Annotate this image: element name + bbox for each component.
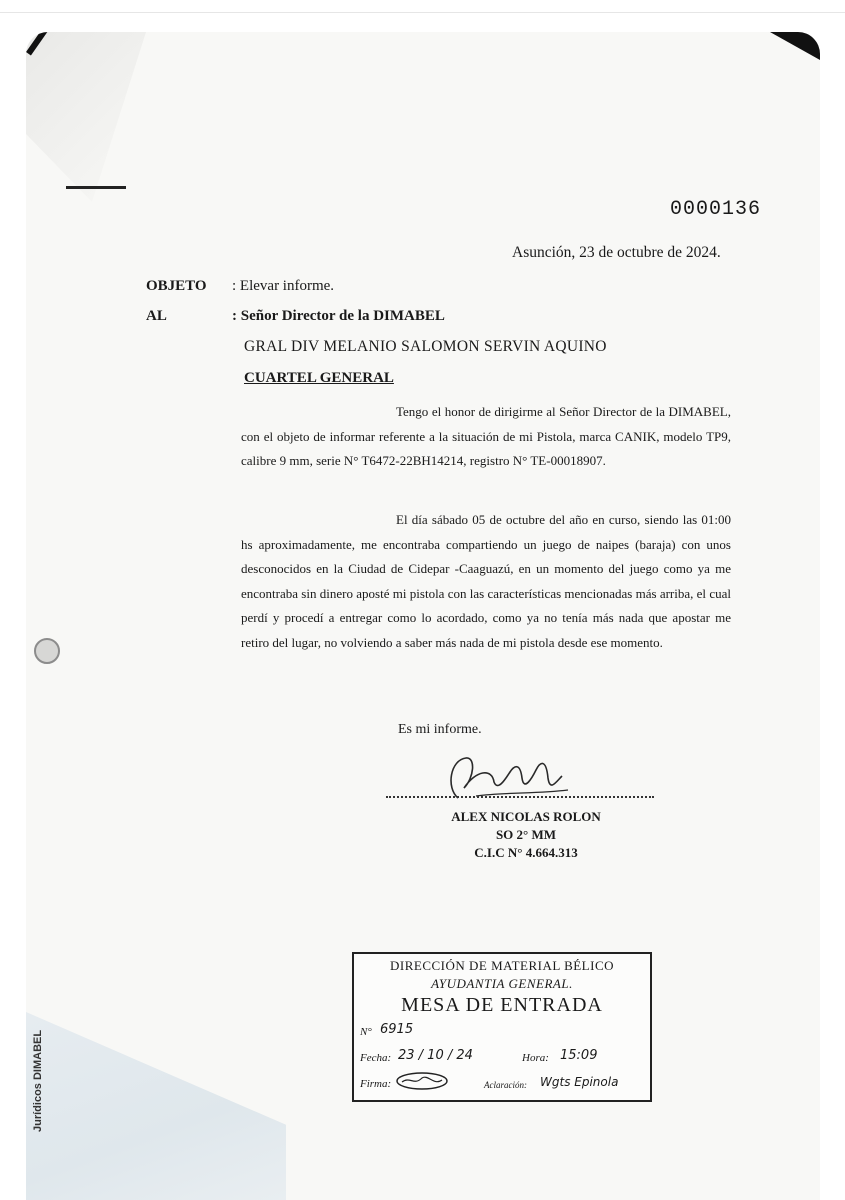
stamp-number-value: 6915 [380,1022,414,1037]
punch-hole [34,638,60,664]
paragraph-2: El día sábado 05 de octubre del año en curso, siendo las 01:00 hs aproximadamente, me encontraba compartiendo un juego de naipes (baraja) con unos desconocidos en la Ciudad de Cidepar -Caaguazú, en un momento del juego como ya me encontraba sin dinero aposté mi pistola con las características mencionadas más arriba, el cual perdí y procedí a entregar como lo acordado, como ya no tenía más nada que apostar me retiro del lugar, no volviendo a saber más nada de mi pistola desde ese momento. [241,512,731,650]
stamp-line-3: MESA DE ENTRADA [401,994,603,1016]
signer-block [416,808,636,862]
signature-line [386,796,654,798]
document-paper [26,32,820,1200]
signer-name: ALEX NICOLAS ROLON [451,809,601,824]
stamp-date-value: 23 / 10 / 24 [398,1048,473,1063]
closing-text: Es mi informe. [398,722,482,737]
stamp-firma-label: Firma: [360,1078,392,1090]
stamp-line-2: AYUDANTIA GENERAL. [431,976,573,991]
folded-corner [26,32,146,202]
top-divider [0,12,845,13]
objeto-value: : Elevar informe. [232,278,335,294]
corner-shadow [770,32,820,60]
stamp-aclaracion-value: Wgts Epinola [540,1075,619,1089]
edge-mark [66,186,126,189]
stamp-number-label: N° [360,1026,372,1038]
underlying-sheet [26,1012,286,1200]
stamp-date-label: Fecha: [360,1052,392,1064]
al-value: : Señor Director de la DIMABEL [232,308,445,324]
stamp-aclaracion-label: Aclaración: [484,1080,527,1090]
reception-stamp [352,952,652,1102]
objeto-label: OBJETO [146,278,207,294]
recipient-unit: CUARTEL GENERAL [244,370,394,386]
stamp-time-value: 15:09 [560,1048,598,1063]
signer-id: C.I.C N° 4.664.313 [474,845,578,860]
signer-rank: SO 2° MM [495,827,557,842]
document-date: Asunción, 23 de octubre de 2024. [512,244,721,261]
recipient-name: GRAL DIV MELANIO SALOMON SERVIN AQUINO [244,338,607,355]
stamp-line-1: DIRECCIÓN DE MATERIAL BÉLICO [389,958,615,973]
document-number: 0000136 [670,198,762,221]
al-label: AL [146,308,167,324]
signature-scribble [436,748,586,808]
stamp-time-label: Hora: [522,1052,549,1064]
paragraph-1: Tengo el honor de dirigirme al Señor Director de la DIMABEL, con el objeto de informar referente a la situación de mi Pistola, marca CANIK, modelo TP9, calibre 9 mm, serie N° T6472-22BH14214, registro N° TE-00018907. [241,404,731,468]
stamp-firma-scribble [394,1070,450,1092]
margin-side-text: Jurídicos DIMABEL [32,1029,44,1132]
